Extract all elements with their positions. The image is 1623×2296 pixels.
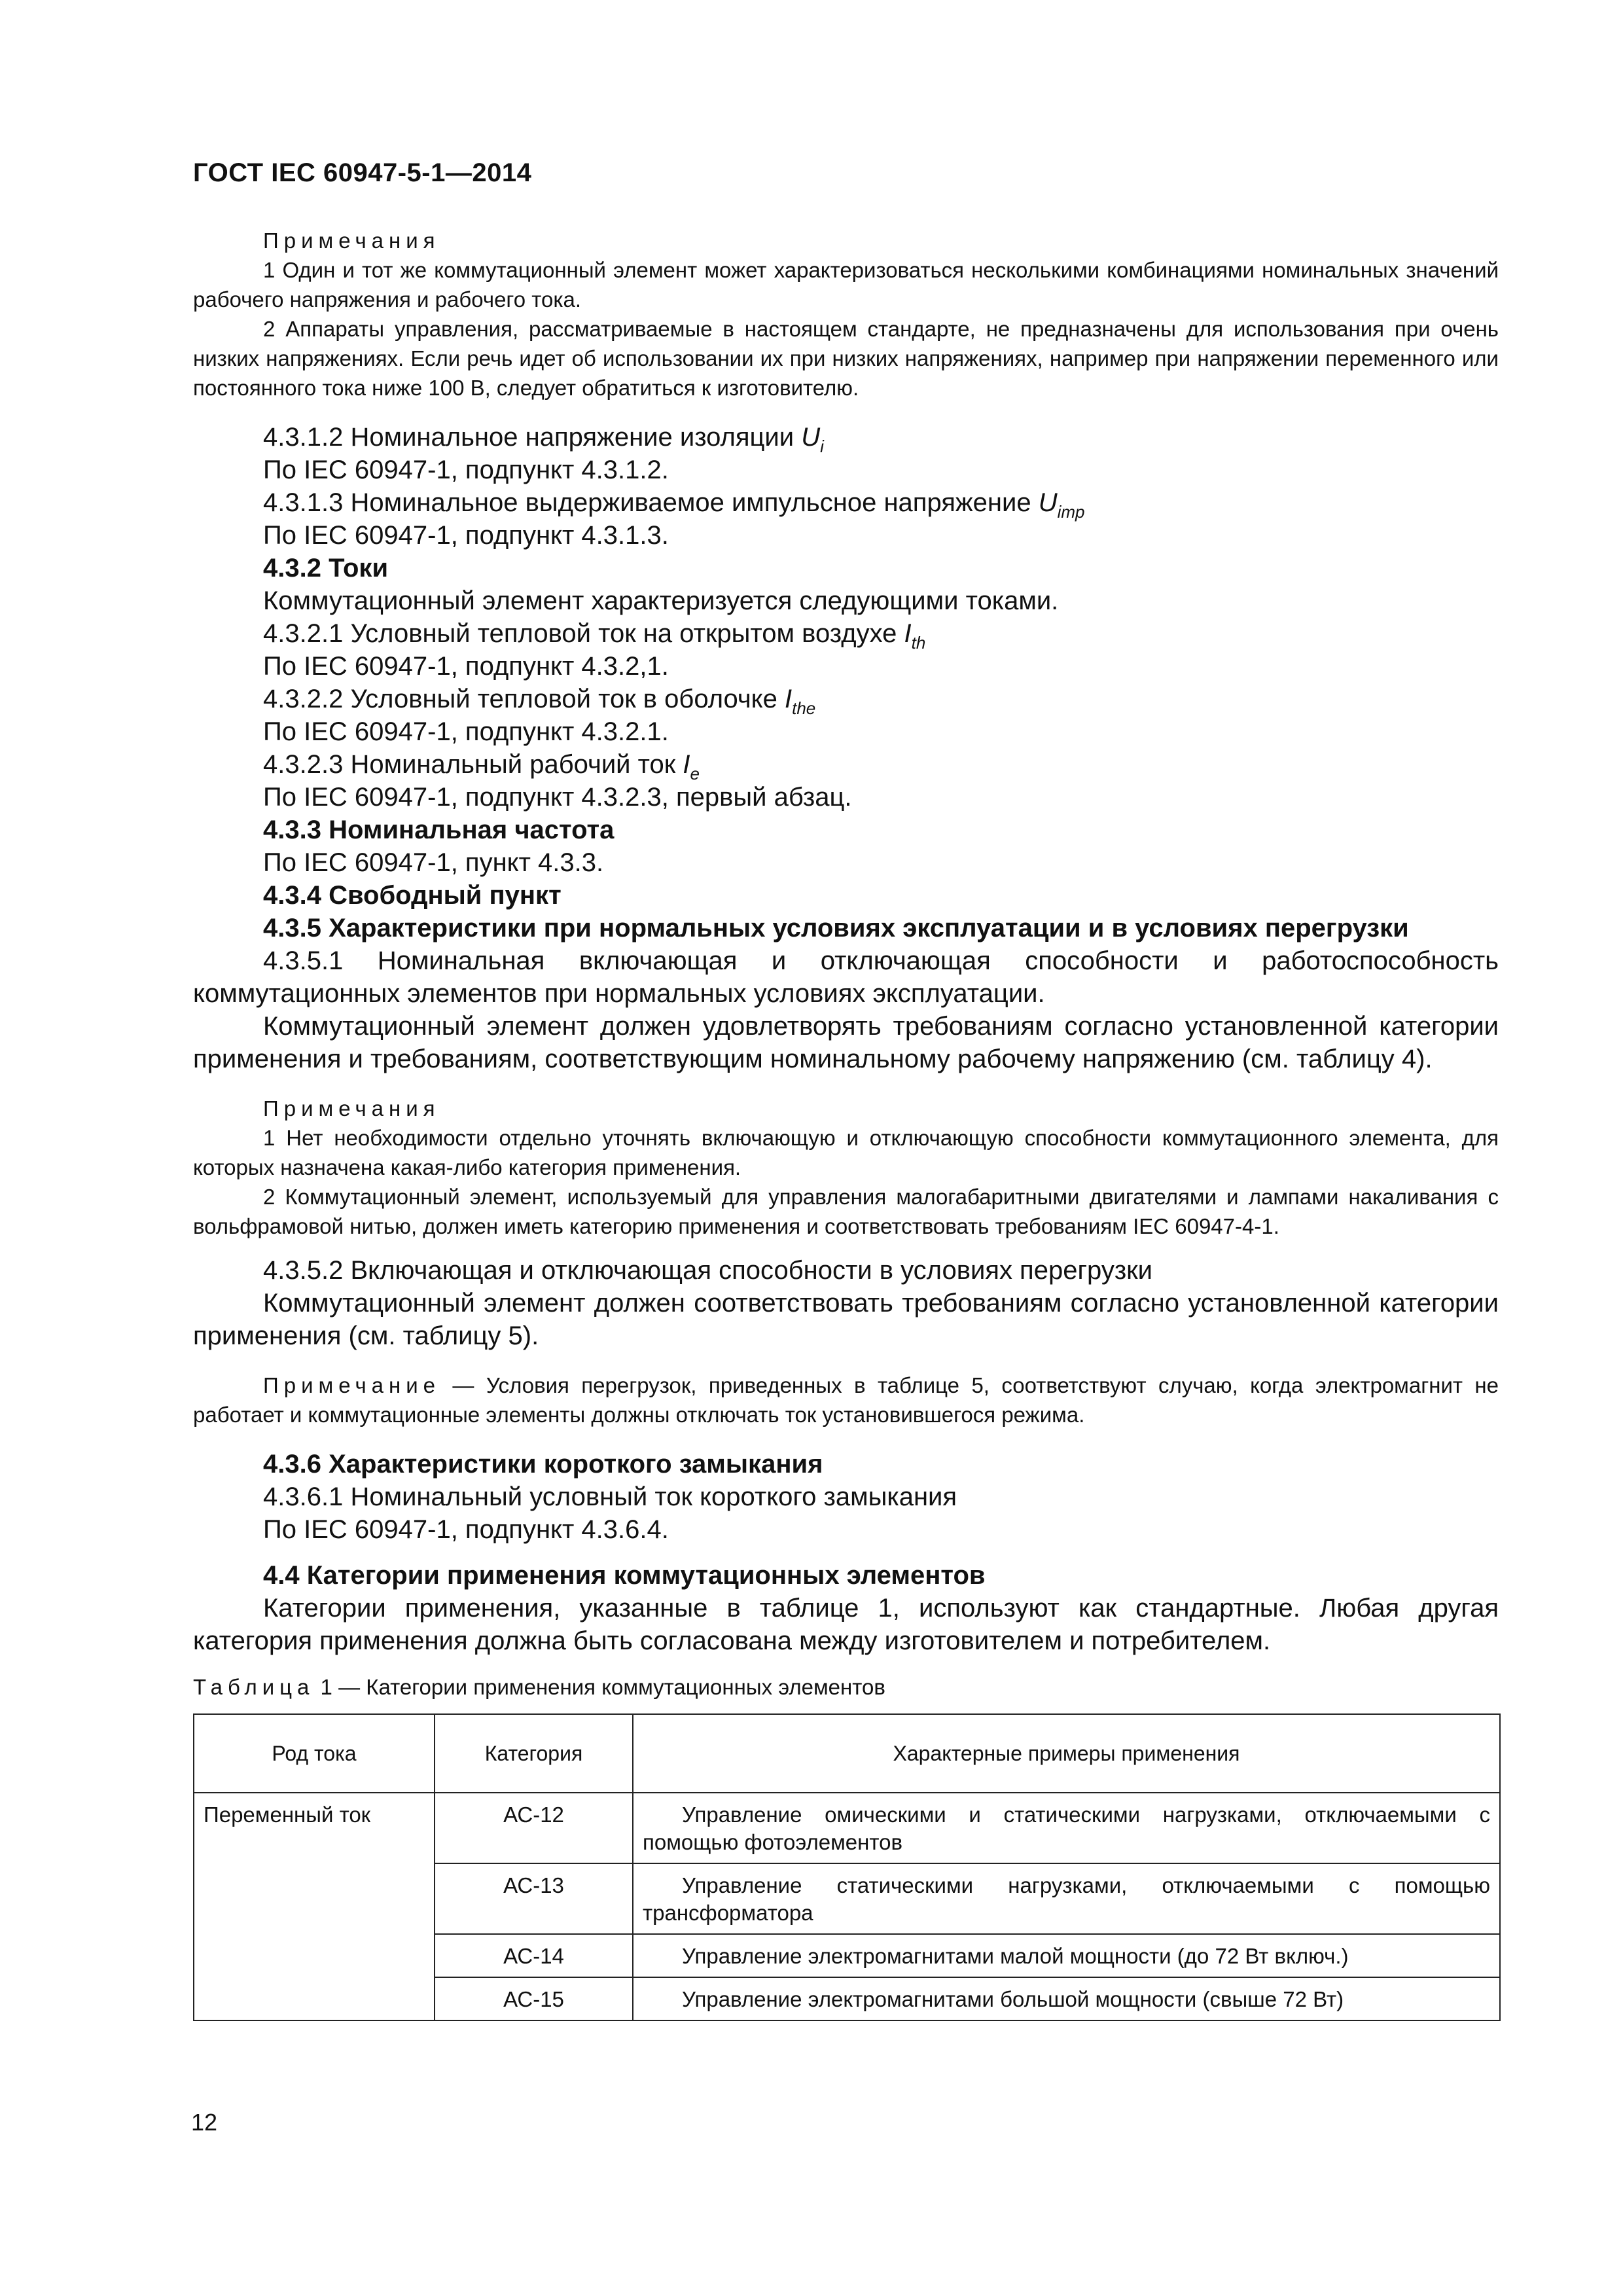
heading-4-3-5: 4.3.5 Характеристики при нормальных условиях эксплуатации и в условиях перегрузки <box>263 914 1409 942</box>
category-cell: АС-13 <box>435 1863 633 1934</box>
note-block-3 <box>193 1371 1499 1429</box>
category-cell: АС-15 <box>435 1977 633 2020</box>
column-header: Категория <box>435 1714 633 1793</box>
table-caption: Таблица 1 — Категории применения коммутационных элементов <box>193 1675 885 1699</box>
note-item: Примечание — Условия перегрузок, приведенных в таблице 5, соответствуют случаю, когда электромагнит не работает и коммутационные элементы должны отключать ток установившегося режима. <box>193 1373 1499 1427</box>
heading-4-4: 4.4 Категории применения коммутационных элементов <box>263 1561 986 1590</box>
note-item: 1 Один и тот же коммутационный элемент может характеризоваться несколькими комбинациями номинальных значений рабочего напряжения и рабочего тока. <box>193 258 1499 312</box>
reference-line: По IEC 60947-1, подпункт 4.3.6.4. <box>263 1515 669 1544</box>
note-item: 1 Нет необходимости отдельно уточнять включающую и отключающую способности коммутационного элемента, для которых назначена какая-либо категория применения. <box>193 1126 1499 1179</box>
section-4-3-5-2 <box>193 1254 1499 1352</box>
heading-4-3-3: 4.3.3 Номинальная частота <box>263 816 615 844</box>
example-cell: Управление электромагнитами малой мощности (до 72 Вт включ.) <box>633 1934 1500 1977</box>
body-paragraph: Коммутационный элемент должен удовлетворять требованиям согласно установленной категории применения и требованиям, соответствующим номинальному рабочему напряжению (см. таблицу 4). <box>193 1012 1499 1073</box>
notes-title: Примечания <box>263 228 440 253</box>
notes-block-2 <box>193 1094 1499 1241</box>
heading-4-3-4: 4.3.4 Свободный пункт <box>263 881 562 910</box>
column-header: Характерные примеры применения <box>633 1714 1500 1793</box>
current-type-cell: Переменный ток <box>194 1793 435 2020</box>
body-line: Коммутационный элемент характеризуется следующими токами. <box>263 586 1059 615</box>
example-cell: Управление электромагнитами большой мощности (свыше 72 Вт) <box>633 1977 1500 2020</box>
note-item: 2 Коммутационный элемент, используемый для управления малогабаритными двигателями и лампами накаливания с вольфрамовой нитью, должен иметь категорию применения и соответствовать требованиям IEC 60947-4-1. <box>193 1185 1499 1238</box>
body-paragraph: Категории применения, указанные в таблице 1, используют как стандартные. Любая другая категория применения должна быть согласована между изготовителем и потребителем. <box>193 1594 1499 1655</box>
document-header: ГОСТ IEC 60947-5-1—2014 <box>193 158 532 187</box>
clause-4-3-1-3: 4.3.1.3 Номинальное выдерживаемое импульсное напряжение $U_{imp}$ <box>263 488 1085 522</box>
category-cell: АС-14 <box>435 1934 633 1977</box>
body-paragraph: Коммутационный элемент должен соответствовать требованиям согласно установленной категории применения (см. таблицу 5). <box>193 1289 1499 1350</box>
categories-table <box>193 1713 1501 2021</box>
example-cell: Управление омическими и статическими нагрузками, отключаемыми с помощью фотоэлементов <box>633 1793 1500 1863</box>
notes-block-1 <box>193 226 1499 403</box>
reference-line: По IEC 60947-1, подпункт 4.3.2,1. <box>263 652 669 681</box>
clause-4-3-5-1: 4.3.5.1 Номинальная включающая и отключающая способности и работоспособность коммутационных элементов при нормальных условиях эксплуатации. <box>193 946 1499 1008</box>
table-row <box>194 1793 1500 1863</box>
clause-4-3-2-2: 4.3.2.2 Условный тепловой ток в оболочке $I_{the}$ <box>263 685 816 718</box>
clause-4-3-2-3: 4.3.2.3 Номинальный рабочий ток $I_e$ <box>263 750 700 783</box>
heading-4-3-6: 4.3.6 Характеристики короткого замыкания <box>263 1450 823 1479</box>
column-header: Род тока <box>194 1714 435 1793</box>
reference-line: По IEC 60947-1, подпункт 4.3.1.3. <box>263 521 669 550</box>
category-cell: АС-12 <box>435 1793 633 1863</box>
reference-line: По IEC 60947-1, подпункт 4.3.2.1. <box>263 717 669 746</box>
clause-4-3-1-2: 4.3.1.2 Номинальное напряжение изоляции $U_i$ <box>263 423 824 456</box>
section-4-3-1 <box>193 421 1499 1075</box>
page-content <box>193 226 1499 2021</box>
table-header-row <box>194 1714 1500 1793</box>
clause-4-3-6-1: 4.3.6.1 Номинальный условный ток короткого замыкания <box>263 1482 957 1511</box>
note-item: 2 Аппараты управления, рассматриваемые в настоящем стандарте, не предназначены для использования при очень низких напряжениях. Если речь идет об использовании их при низких напряжениях, например при напряжении переменного или постоянного тока ниже 100 В, следует обратиться к изготовителю. <box>193 317 1499 400</box>
page-number: 12 <box>191 2109 218 2136</box>
example-cell: Управление статическими нагрузками, отключаемыми с помощью трансформатора <box>633 1863 1500 1934</box>
reference-line: По IEC 60947-1, пункт 4.3.3. <box>263 848 604 877</box>
heading-4-3-2: 4.3.2 Токи <box>263 554 389 583</box>
reference-line: По IEC 60947-1, подпункт 4.3.2.3, первый абзац. <box>263 783 852 812</box>
clause-4-3-2-1: 4.3.2.1 Условный тепловой ток на открытом воздухе $I_{th}$ <box>263 619 926 653</box>
section-4-3-6 <box>193 1448 1499 1546</box>
clause-4-3-5-2: 4.3.5.2 Включающая и отключающая способности в условиях перегрузки <box>263 1256 1153 1285</box>
notes-title: Примечания <box>263 1096 440 1121</box>
reference-line: По IEC 60947-1, подпункт 4.3.1.2. <box>263 456 669 484</box>
section-4-4 <box>193 1559 1499 1657</box>
